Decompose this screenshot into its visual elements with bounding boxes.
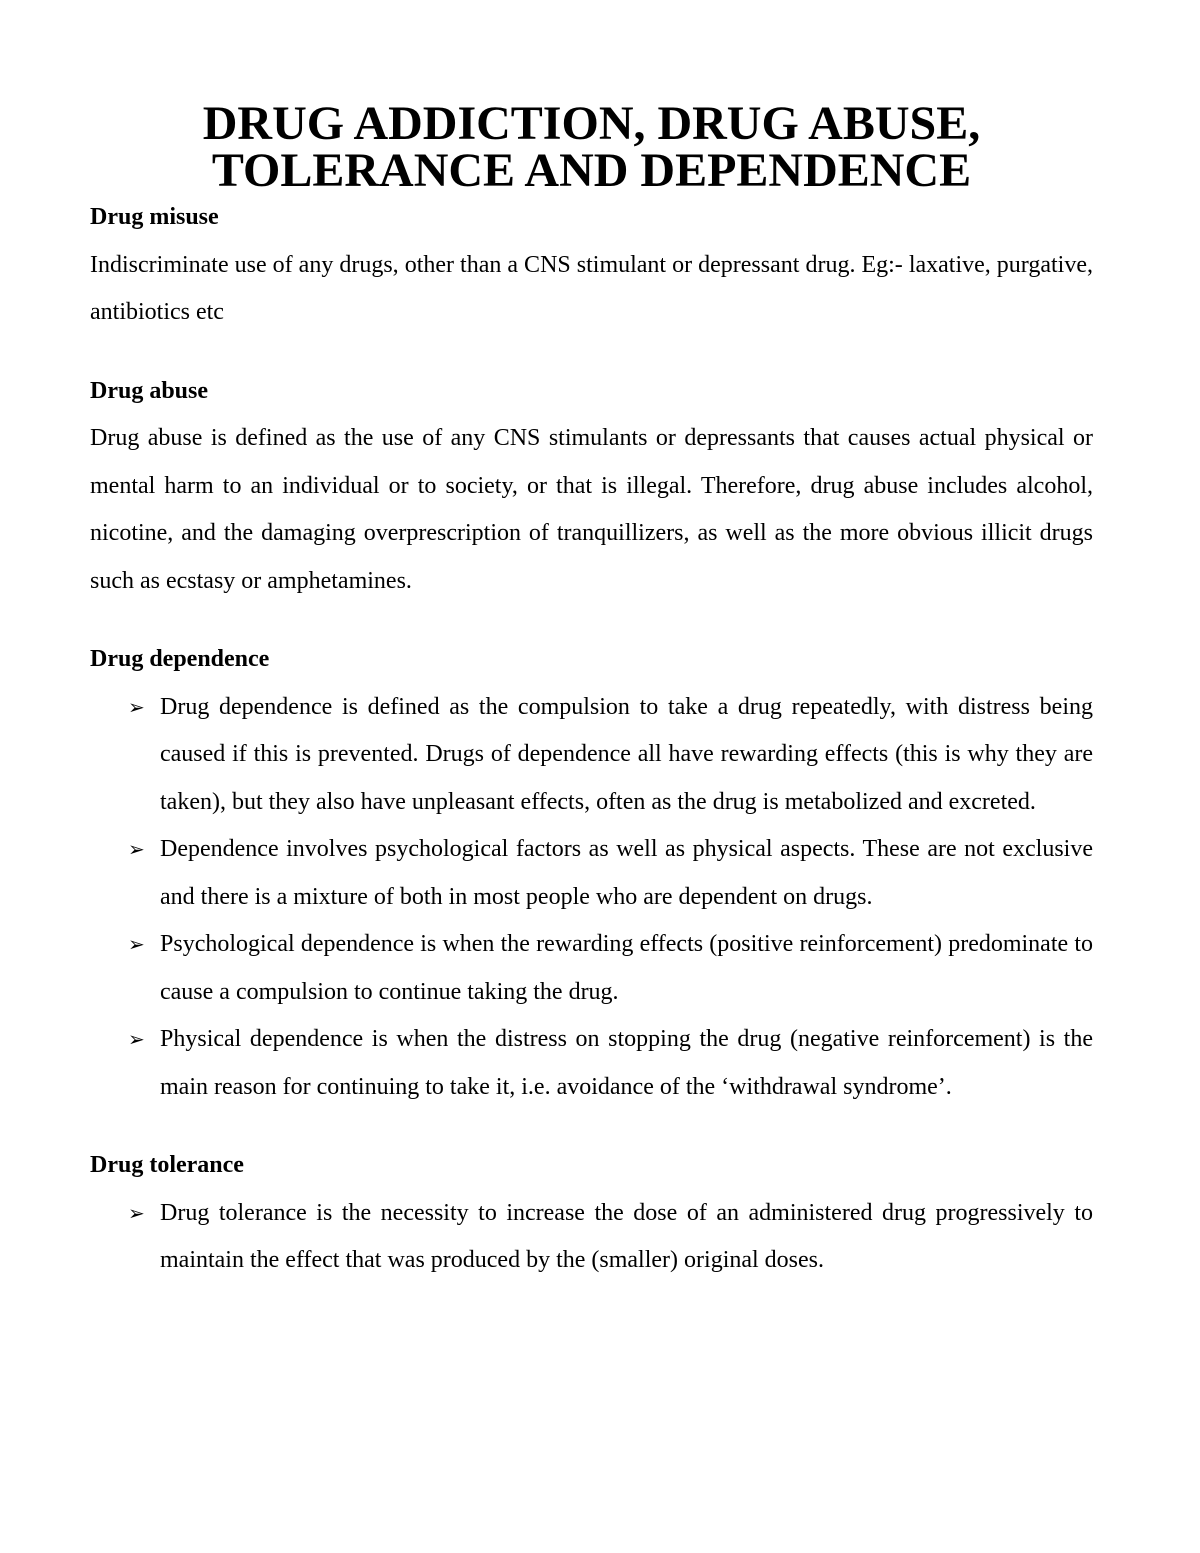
list-item <box>90 826 1093 921</box>
section-spacer <box>90 1111 1093 1142</box>
section-heading-abuse: Drug abuse <box>90 377 209 404</box>
list-item-text: Dependence involves psychological factors as well as physical aspects. These are not exclusive and there is a mixture of both in most people who are dependent on drugs. <box>160 836 1093 910</box>
arrow-bullet-icon: ➢ <box>128 1200 145 1225</box>
section-spacer <box>90 605 1093 636</box>
document-page <box>90 97 1093 1285</box>
document-title: DRUG ADDICTION, DRUG ABUSE, TOLERANCE AND DEPENDENCE <box>202 97 981 197</box>
section-heading-misuse: Drug misuse <box>90 204 219 230</box>
section-drug-abuse <box>90 368 1093 606</box>
section-heading-tolerance: Drug tolerance <box>90 1152 244 1178</box>
paragraph-abuse: Drug abuse is defined as the use of any CNS stimulants or depressants that causes actual physical or mental harm to an individual or to society, or that is illegal. Therefore, drug abuse includes alcohol, nicotine, and the damaging overprescription of tranquillizers, as well as the more obvious illicit drugs such as ecstasy or amphetamines. <box>90 425 1093 594</box>
list-item <box>90 1016 1093 1111</box>
arrow-bullet-icon: ➢ <box>128 837 145 861</box>
arrow-bullet-icon: ➢ <box>128 1027 145 1051</box>
list-item-text: Physical dependence is when the distress on stopping the drug (negative reinforcement) is the main reason for continuing to take it, i.e. avoidance of the ‘withdrawal syndrome’. <box>160 1026 1093 1100</box>
list-item <box>90 921 1093 1016</box>
list-item <box>90 684 1093 827</box>
list-item-text: Psychological dependence is when the rewarding effects (positive reinforcement) predominate to cause a compulsion to continue taking the drug. <box>160 931 1093 1005</box>
list-item-text: Drug tolerance is the necessity to increase the dose of an administered drug progressively to maintain the effect that was produced by the (smaller) original doses. <box>160 1199 1093 1273</box>
paragraph-misuse: Indiscriminate use of any drugs, other than a CNS stimulant or depressant drug. Eg:- laxative, purgative, antibiotics etc <box>90 251 1093 325</box>
tolerance-bullet-list <box>90 1190 1093 1285</box>
section-drug-dependence <box>90 636 1093 1111</box>
list-item-text: Drug dependence is defined as the compulsion to take a drug repeatedly, with distress being caused if this is prevented. Drugs of dependence all have rewarding effects (this is why they are taken), but they also have unpleasant effects, often as the drug is metabolized and excreted. <box>160 693 1093 815</box>
section-heading-dependence: Drug dependence <box>90 646 270 672</box>
section-drug-tolerance <box>90 1142 1093 1285</box>
list-item <box>90 1190 1093 1285</box>
section-spacer <box>90 337 1093 368</box>
arrow-bullet-icon: ➢ <box>128 932 145 956</box>
arrow-bullet-icon: ➢ <box>128 694 145 719</box>
dependence-bullet-list <box>90 684 1093 1112</box>
section-drug-misuse <box>90 194 1093 337</box>
